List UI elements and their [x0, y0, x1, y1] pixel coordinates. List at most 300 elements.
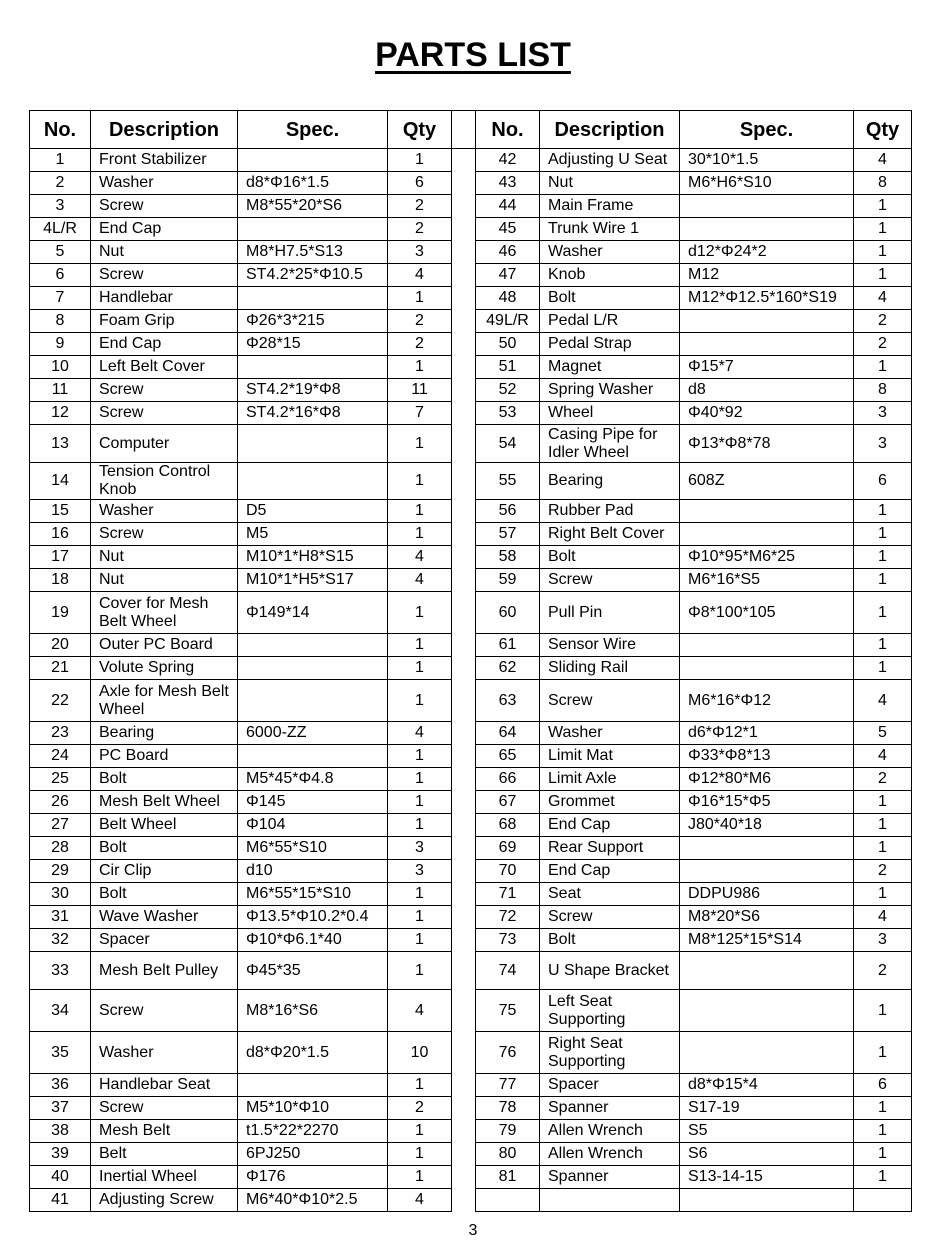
part-spec [238, 680, 388, 722]
part-description: Pedal Strap [540, 333, 680, 356]
part-spec: Φ40*92 [680, 402, 854, 425]
part-spec: M6*40*Φ10*2.5 [238, 1189, 388, 1212]
part-spec: J80*40*18 [680, 814, 854, 837]
part-number: 24 [30, 745, 91, 768]
part-number: 50 [476, 333, 540, 356]
part-number: 55 [476, 463, 540, 500]
part-number: 30 [30, 883, 91, 906]
part-number: 59 [476, 569, 540, 592]
part-number: 69 [476, 837, 540, 860]
part-spec: M8*55*20*S6 [238, 195, 388, 218]
part-description: Wheel [540, 402, 680, 425]
part-qty: 4 [388, 722, 452, 745]
part-qty: 1 [854, 218, 912, 241]
part-spec: Φ145 [238, 791, 388, 814]
column-gap [452, 592, 476, 634]
part-number: 79 [476, 1120, 540, 1143]
part-qty: 1 [388, 768, 452, 791]
part-number: 42 [476, 149, 540, 172]
part-description: Wave Washer [91, 906, 238, 929]
table-row [30, 1189, 912, 1212]
column-gap [452, 860, 476, 883]
part-qty: 1 [388, 791, 452, 814]
part-number: 43 [476, 172, 540, 195]
part-spec: Φ8*100*105 [680, 592, 854, 634]
part-qty: 4 [388, 546, 452, 569]
part-qty [854, 1189, 912, 1212]
part-spec [238, 745, 388, 768]
part-description: Left Seat Supporting [540, 990, 680, 1032]
part-qty: 2 [854, 952, 912, 990]
header-spec: Spec. [680, 111, 854, 149]
part-qty: 1 [854, 241, 912, 264]
part-spec: Φ28*15 [238, 333, 388, 356]
part-qty: 1 [388, 814, 452, 837]
part-description: End Cap [91, 333, 238, 356]
part-qty: 1 [854, 500, 912, 523]
page-number: 3 [468, 1222, 478, 1239]
part-description: Spanner [540, 1166, 680, 1189]
part-description: Bolt [540, 546, 680, 569]
header-row [30, 111, 912, 149]
part-qty: 1 [388, 745, 452, 768]
part-number: 64 [476, 722, 540, 745]
part-qty: 1 [388, 592, 452, 634]
part-qty: 10 [388, 1032, 452, 1074]
part-description: Bolt [91, 837, 238, 860]
part-number: 61 [476, 634, 540, 657]
table-row [30, 1074, 912, 1097]
table-row [30, 1166, 912, 1189]
header-no: No. [30, 111, 91, 149]
column-gap [452, 195, 476, 218]
part-description: Nut [91, 546, 238, 569]
part-description: Screw [91, 990, 238, 1032]
part-spec: S17-19 [680, 1097, 854, 1120]
part-qty: 3 [388, 860, 452, 883]
part-qty: 1 [854, 837, 912, 860]
part-description: Nut [91, 241, 238, 264]
part-qty: 3 [388, 241, 452, 264]
part-description: Left Belt Cover [91, 356, 238, 379]
part-description: Bearing [540, 463, 680, 500]
part-number: 56 [476, 500, 540, 523]
table-row [30, 722, 912, 745]
table-row [30, 837, 912, 860]
part-qty: 1 [388, 680, 452, 722]
part-description: Mesh Belt [91, 1120, 238, 1143]
part-spec: Φ26*3*215 [238, 310, 388, 333]
table-row [30, 402, 912, 425]
part-spec: M12*Φ12.5*160*S19 [680, 287, 854, 310]
part-qty: 2 [388, 195, 452, 218]
column-gap [452, 425, 476, 463]
part-qty: 1 [854, 1143, 912, 1166]
part-description: Right Belt Cover [540, 523, 680, 546]
part-qty: 1 [388, 1166, 452, 1189]
part-description: Screw [91, 523, 238, 546]
part-number: 80 [476, 1143, 540, 1166]
column-gap [452, 906, 476, 929]
part-qty: 1 [854, 264, 912, 287]
part-spec [680, 1032, 854, 1074]
part-spec: d10 [238, 860, 388, 883]
part-number: 39 [30, 1143, 91, 1166]
part-number: 7 [30, 287, 91, 310]
part-spec [680, 990, 854, 1032]
part-qty: 1 [854, 546, 912, 569]
part-number: 16 [30, 523, 91, 546]
table-row [30, 172, 912, 195]
page-title [0, 36, 946, 75]
part-qty: 4 [388, 1189, 452, 1212]
part-description: Screw [540, 906, 680, 929]
part-qty: 4 [854, 906, 912, 929]
part-qty: 1 [854, 356, 912, 379]
part-spec [680, 952, 854, 990]
part-description: Washer [91, 1032, 238, 1074]
column-gap [452, 791, 476, 814]
part-qty: 1 [854, 634, 912, 657]
part-number: 36 [30, 1074, 91, 1097]
part-description: Screw [91, 379, 238, 402]
part-number: 73 [476, 929, 540, 952]
table-row [30, 310, 912, 333]
column-gap [452, 264, 476, 287]
part-description: Belt [91, 1143, 238, 1166]
part-description: Casing Pipe for Idler Wheel [540, 425, 680, 463]
part-spec: d6*Φ12*1 [680, 722, 854, 745]
table-row [30, 680, 912, 722]
column-gap [452, 500, 476, 523]
column-gap [452, 1032, 476, 1074]
part-qty: 1 [854, 1032, 912, 1074]
part-number: 26 [30, 791, 91, 814]
column-gap [452, 722, 476, 745]
part-qty: 3 [854, 402, 912, 425]
part-number: 23 [30, 722, 91, 745]
part-number: 34 [30, 990, 91, 1032]
column-gap [452, 745, 476, 768]
part-spec: 6000-ZZ [238, 722, 388, 745]
part-number: 31 [30, 906, 91, 929]
part-description: Grommet [540, 791, 680, 814]
part-qty: 3 [854, 929, 912, 952]
part-qty: 4 [854, 680, 912, 722]
part-spec [680, 195, 854, 218]
part-spec [238, 425, 388, 463]
part-number: 49L/R [476, 310, 540, 333]
part-description: Spanner [540, 1097, 680, 1120]
column-gap [452, 523, 476, 546]
part-spec: M6*16*Φ12 [680, 680, 854, 722]
part-spec: 6PJ250 [238, 1143, 388, 1166]
part-number: 21 [30, 657, 91, 680]
part-spec: Φ13.5*Φ10.2*0.4 [238, 906, 388, 929]
part-number: 40 [30, 1166, 91, 1189]
part-spec: Φ13*Φ8*78 [680, 425, 854, 463]
part-spec [238, 149, 388, 172]
part-spec: Φ10*Φ6.1*40 [238, 929, 388, 952]
part-qty: 1 [388, 149, 452, 172]
part-description: End Cap [91, 218, 238, 241]
part-description: Bearing [91, 722, 238, 745]
header-qty: Qty [388, 111, 452, 149]
table-row [30, 379, 912, 402]
part-spec: Φ176 [238, 1166, 388, 1189]
column-gap [452, 402, 476, 425]
column-gap [452, 837, 476, 860]
part-spec [680, 657, 854, 680]
part-qty: 1 [854, 569, 912, 592]
part-number: 44 [476, 195, 540, 218]
part-qty: 1 [854, 195, 912, 218]
part-qty: 1 [854, 1097, 912, 1120]
part-number: 74 [476, 952, 540, 990]
part-description: Mesh Belt Wheel [91, 791, 238, 814]
part-qty: 1 [388, 634, 452, 657]
part-description: Handlebar [91, 287, 238, 310]
table-row [30, 929, 912, 952]
part-qty: 1 [388, 1120, 452, 1143]
part-description: Rubber Pad [540, 500, 680, 523]
table-row [30, 745, 912, 768]
part-spec: Φ149*14 [238, 592, 388, 634]
part-number [476, 1189, 540, 1212]
part-number: 33 [30, 952, 91, 990]
part-description: Magnet [540, 356, 680, 379]
part-qty: 4 [854, 149, 912, 172]
part-number: 65 [476, 745, 540, 768]
part-spec: d8*Φ16*1.5 [238, 172, 388, 195]
table-row [30, 883, 912, 906]
part-number: 77 [476, 1074, 540, 1097]
part-qty: 11 [388, 379, 452, 402]
table-row [30, 523, 912, 546]
part-description: Cir Clip [91, 860, 238, 883]
table-row [30, 768, 912, 791]
table-row [30, 952, 912, 990]
part-number: 70 [476, 860, 540, 883]
part-spec: M6*16*S5 [680, 569, 854, 592]
part-qty: 4 [388, 990, 452, 1032]
table-row [30, 1032, 912, 1074]
header-description: Description [540, 111, 680, 149]
part-description: Inertial Wheel [91, 1166, 238, 1189]
column-gap [452, 657, 476, 680]
part-qty: 2 [854, 310, 912, 333]
part-number: 38 [30, 1120, 91, 1143]
part-description: Washer [91, 500, 238, 523]
table-row [30, 569, 912, 592]
part-description: Spacer [540, 1074, 680, 1097]
part-spec: M5*10*Φ10 [238, 1097, 388, 1120]
part-description: Washer [540, 722, 680, 745]
table-row [30, 463, 912, 500]
header-spec: Spec. [238, 111, 388, 149]
part-spec: Φ12*80*M6 [680, 768, 854, 791]
part-description: Screw [91, 195, 238, 218]
part-qty: 2 [854, 768, 912, 791]
part-number: 76 [476, 1032, 540, 1074]
part-description: Mesh Belt Pulley [91, 952, 238, 990]
part-number: 3 [30, 195, 91, 218]
table-row [30, 264, 912, 287]
part-qty: 1 [388, 1074, 452, 1097]
table-row [30, 356, 912, 379]
part-description: Limit Mat [540, 745, 680, 768]
part-number: 32 [30, 929, 91, 952]
column-gap [452, 990, 476, 1032]
part-number: 17 [30, 546, 91, 569]
part-spec: Φ33*Φ8*13 [680, 745, 854, 768]
column-gap [452, 172, 476, 195]
table-row [30, 287, 912, 310]
column-gap [452, 333, 476, 356]
part-spec [680, 837, 854, 860]
column-gap [452, 463, 476, 500]
column-gap [452, 1120, 476, 1143]
part-description: Allen Wrench [540, 1143, 680, 1166]
part-qty: 1 [388, 1143, 452, 1166]
column-gap [452, 569, 476, 592]
part-number: 9 [30, 333, 91, 356]
part-spec [238, 463, 388, 500]
table-row [30, 657, 912, 680]
part-description: Washer [540, 241, 680, 264]
part-spec [238, 356, 388, 379]
part-spec: S6 [680, 1143, 854, 1166]
part-description: End Cap [540, 860, 680, 883]
part-description: Limit Axle [540, 768, 680, 791]
part-qty: 3 [388, 837, 452, 860]
part-description: Screw [540, 569, 680, 592]
part-description: Screw [91, 402, 238, 425]
column-gap [452, 1166, 476, 1189]
part-description: Bolt [540, 929, 680, 952]
part-description: Nut [540, 172, 680, 195]
part-number: 12 [30, 402, 91, 425]
part-number: 14 [30, 463, 91, 500]
part-spec: M6*55*S10 [238, 837, 388, 860]
part-number: 48 [476, 287, 540, 310]
part-qty: 8 [854, 379, 912, 402]
part-description: U Shape Bracket [540, 952, 680, 990]
part-number: 5 [30, 241, 91, 264]
table-row [30, 814, 912, 837]
part-number: 68 [476, 814, 540, 837]
column-gap [452, 680, 476, 722]
part-qty: 2 [388, 218, 452, 241]
part-number: 51 [476, 356, 540, 379]
part-spec: Φ16*15*Φ5 [680, 791, 854, 814]
table-row [30, 241, 912, 264]
column-gap [452, 952, 476, 990]
part-description: Rear Support [540, 837, 680, 860]
part-spec: t1.5*22*2270 [238, 1120, 388, 1143]
part-qty: 2 [388, 310, 452, 333]
part-qty: 1 [388, 952, 452, 990]
part-number: 46 [476, 241, 540, 264]
part-qty: 1 [854, 791, 912, 814]
part-description: Bolt [91, 883, 238, 906]
part-qty: 4 [388, 569, 452, 592]
part-spec: M10*1*H5*S17 [238, 569, 388, 592]
part-qty: 6 [388, 172, 452, 195]
part-number: 10 [30, 356, 91, 379]
part-spec: d8 [680, 379, 854, 402]
part-description: Spacer [91, 929, 238, 952]
part-number: 72 [476, 906, 540, 929]
part-number: 67 [476, 791, 540, 814]
part-number: 63 [476, 680, 540, 722]
header-description: Description [91, 111, 238, 149]
part-description: Screw [91, 1097, 238, 1120]
column-gap [452, 1189, 476, 1212]
part-description: Tension Control Knob [91, 463, 238, 500]
part-number: 45 [476, 218, 540, 241]
part-qty: 2 [854, 333, 912, 356]
part-spec: M6*55*15*S10 [238, 883, 388, 906]
part-description: Sliding Rail [540, 657, 680, 680]
column-gap [452, 111, 476, 149]
parts-table [29, 110, 912, 1212]
part-description: Front Stabilizer [91, 149, 238, 172]
part-spec: d8*Φ20*1.5 [238, 1032, 388, 1074]
column-gap [452, 287, 476, 310]
part-qty: 1 [388, 463, 452, 500]
part-number: 60 [476, 592, 540, 634]
part-number: 58 [476, 546, 540, 569]
part-description: Handlebar Seat [91, 1074, 238, 1097]
part-spec [680, 860, 854, 883]
title-text: PARTS LIST [375, 36, 571, 74]
part-spec: ST4.2*16*Φ8 [238, 402, 388, 425]
part-spec: DDPU986 [680, 883, 854, 906]
table-row [30, 791, 912, 814]
part-spec: Φ15*7 [680, 356, 854, 379]
table-row [30, 1097, 912, 1120]
part-spec: S5 [680, 1120, 854, 1143]
part-qty: 1 [388, 500, 452, 523]
part-spec: Φ104 [238, 814, 388, 837]
part-number: 22 [30, 680, 91, 722]
part-description: Volute Spring [91, 657, 238, 680]
table-row [30, 149, 912, 172]
part-description: Spring Washer [540, 379, 680, 402]
part-spec [680, 634, 854, 657]
column-gap [452, 310, 476, 333]
part-number: 37 [30, 1097, 91, 1120]
part-description: Washer [91, 172, 238, 195]
part-number: 62 [476, 657, 540, 680]
table-row [30, 1120, 912, 1143]
table-row [30, 333, 912, 356]
part-qty: 1 [388, 287, 452, 310]
part-description: Nut [91, 569, 238, 592]
part-qty: 4 [854, 287, 912, 310]
part-description: Right Seat Supporting [540, 1032, 680, 1074]
part-spec: S13-14-15 [680, 1166, 854, 1189]
part-spec [238, 287, 388, 310]
part-spec: d12*Φ24*2 [680, 241, 854, 264]
column-gap [452, 634, 476, 657]
part-description: Adjusting U Seat [540, 149, 680, 172]
part-spec: M10*1*H8*S15 [238, 546, 388, 569]
part-description: Bolt [540, 287, 680, 310]
part-number: 13 [30, 425, 91, 463]
part-qty: 2 [388, 1097, 452, 1120]
